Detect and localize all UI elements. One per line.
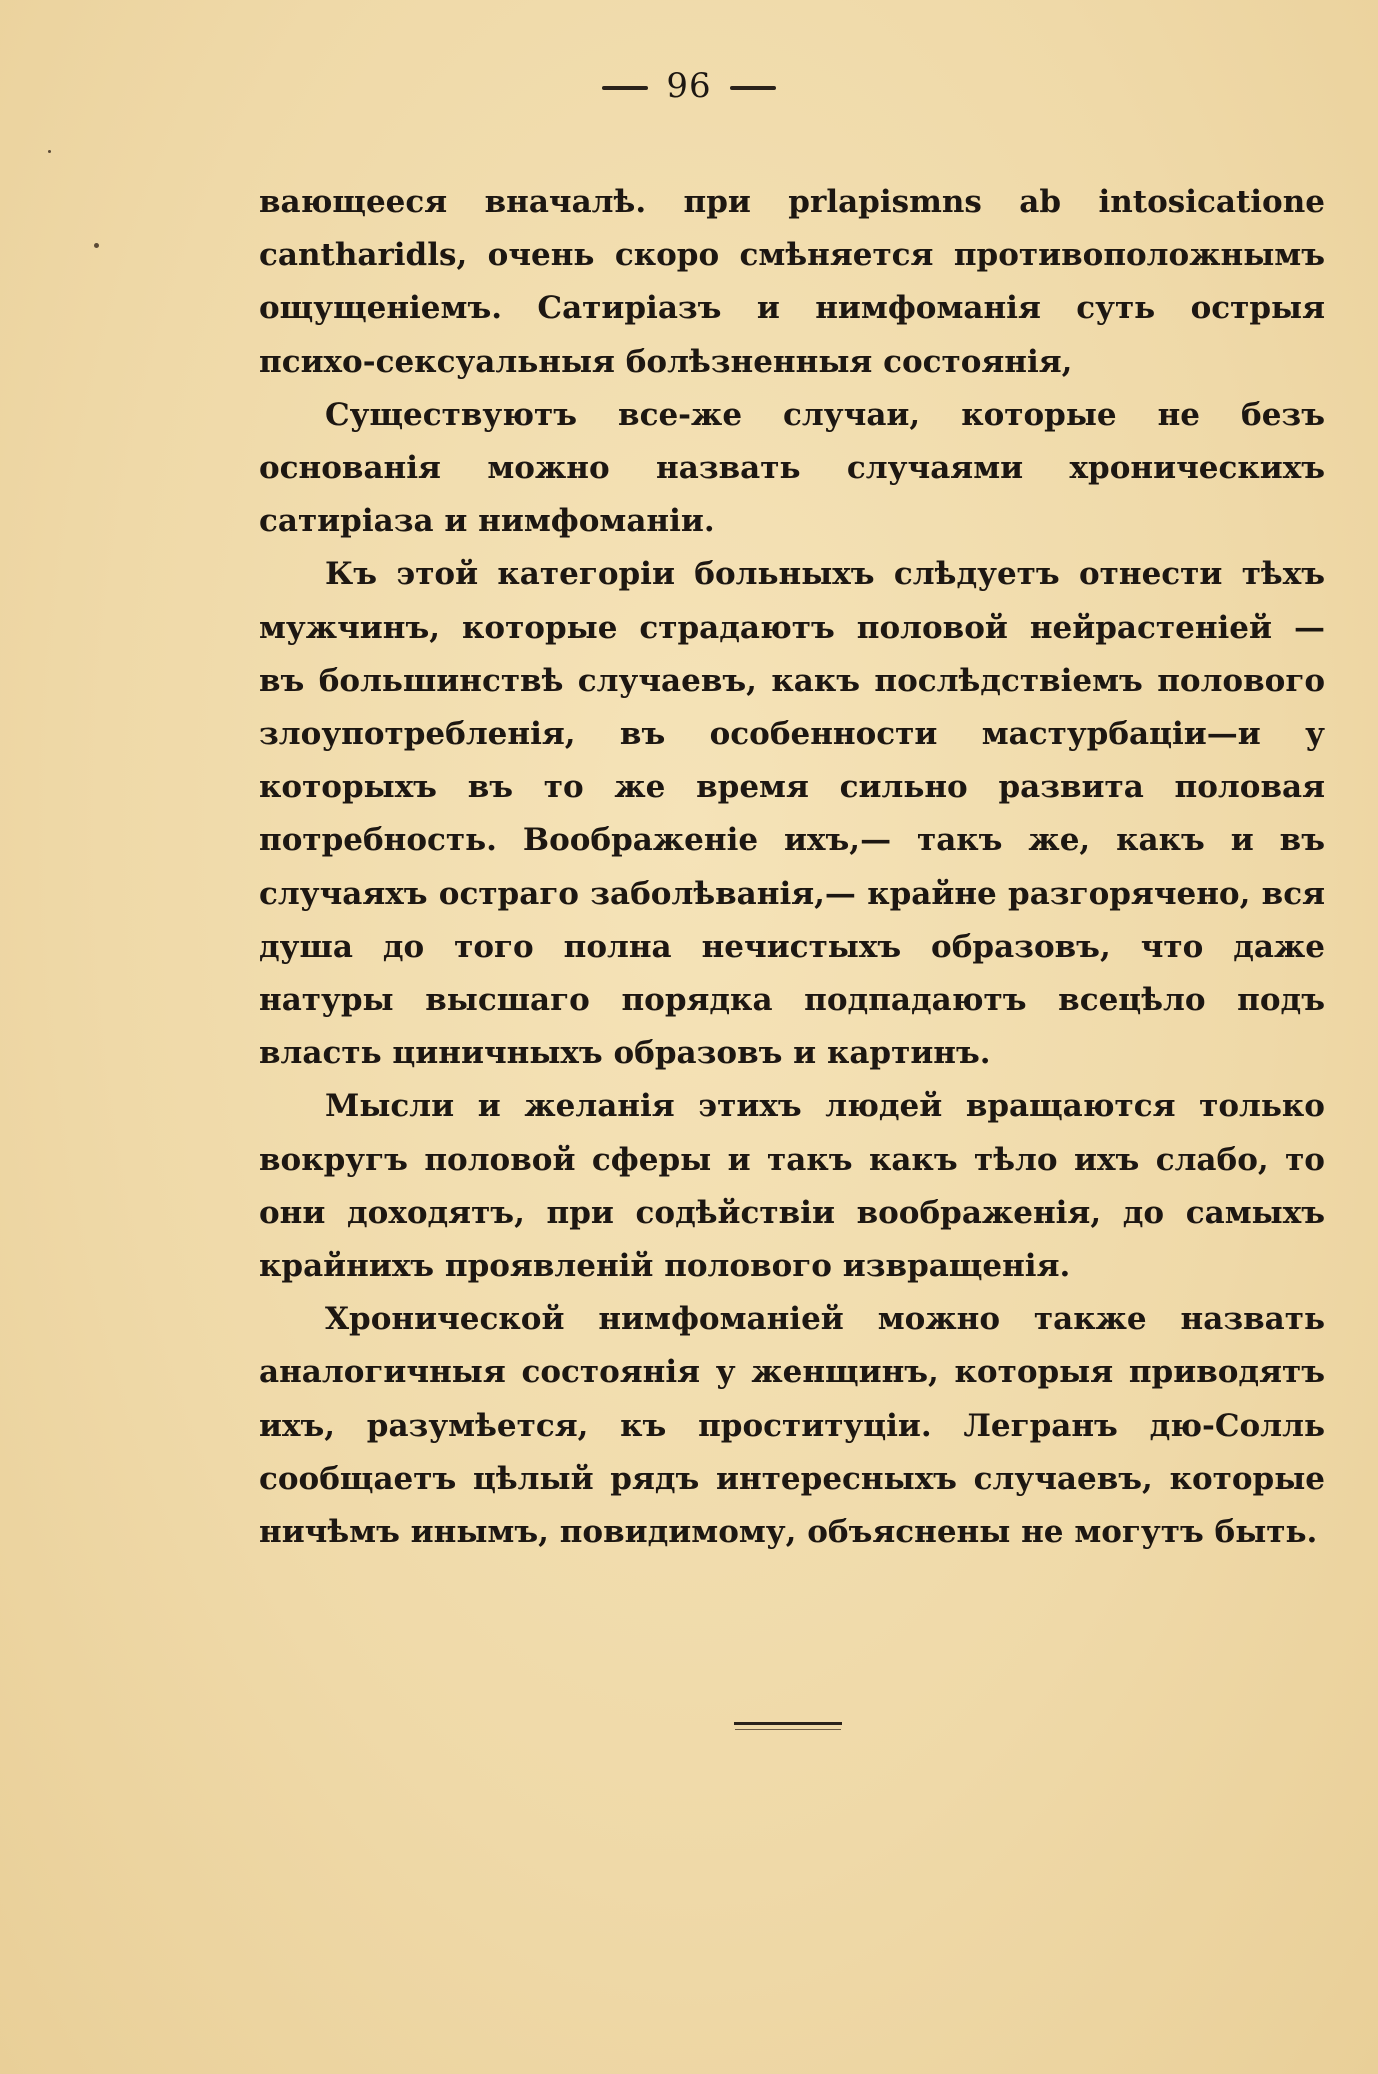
header-dash-left [602,86,648,90]
paper-speck [48,150,51,153]
paragraph-3: Къ этой категоріи больныхъ слѣдуетъ отнести тѣхъ мужчинъ, которые страдаютъ половой нейрастеніей — въ большинствѣ случаевъ, какъ послѣдствіемъ полового злоупотребленія, въ особенности мастурбаціи—и у которыхъ въ то же время сильно развита половая потребность. Воображеніе ихъ,— такъ же, какъ и въ случаяхъ остраго заболѣванія,— крайне разгорячено, вся душа до того полна нечистыхъ образовъ, что даже натуры высшаго порядка подпадаютъ всецѣло подъ власть циничныхъ образовъ и картинъ. [259,556,1325,1072]
end-rule [734,1722,842,1725]
paper-speck [94,243,99,248]
paragraph-1: вающееся вначалѣ. при prlapismns ab intosicatione cantharidls, очень скоро смѣняется противоположнымъ ощущеніемъ. Сатиріазъ и нимфоманія суть острыя психо-сексуальныя болѣзненныя состоянія, [259,184,1325,380]
page-number: 96 [666,66,712,106]
paragraph-5: Хронической нимфоманіей можно также назвать аналогичныя состоянія у женщинъ, которыя приводятъ ихъ, разумѣется, къ проституціи. Легранъ дю-Солль сообщаетъ цѣлый рядъ интересныхъ случаевъ, которые ничѣмъ инымъ, повидимому, объяснены не могутъ быть. [259,1301,1325,1551]
header-dash-right [730,86,776,90]
body-text [259,176,1325,1559]
paragraph-4: Мысли и желанія этихъ людей вращаются только вокругъ половой сферы и такъ какъ тѣло ихъ слабо, то они доходятъ, при содѣйствіи воображенія, до самыхъ крайнихъ проявленій полового извращенія. [259,1088,1325,1285]
page-header [0,66,1378,106]
paragraph-2: Существуютъ все-же случаи, которые не безъ основанія можно назвать случаями хроническихъ сатиріаза и нимфоманіи. [259,396,1325,540]
